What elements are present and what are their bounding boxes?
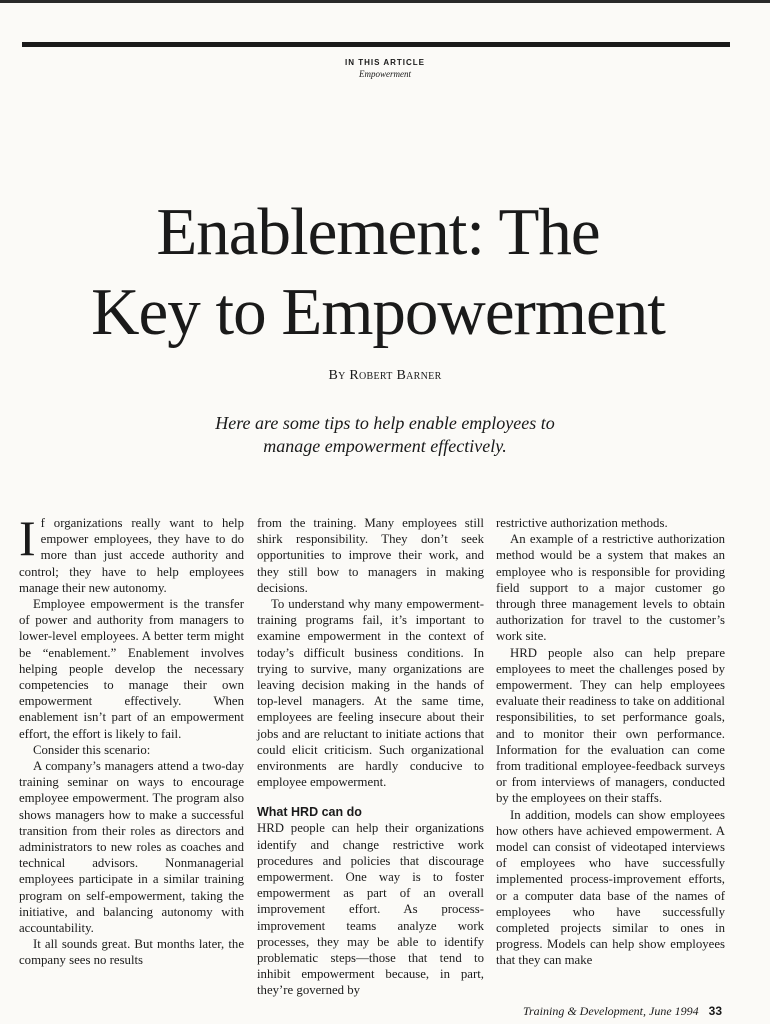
article-topic: Empowerment	[359, 69, 411, 79]
paragraph: To understand why many empowerment-training programs fail, it’s important to examine empowerment in the context of today’s difficult business conditions. In trying to survive, many organizations are leaving decision making in the hands of top-level managers. At the same time, employees are feeling insecure about their jobs and are reluctant to initiate actions that could elicit criticism. Such organizational environments are hardly conducive to employee empowerment.	[257, 597, 484, 790]
paragraph: A company’s managers attend a two-day training seminar on ways to encourage employee empowerment. The program also shows managers how to make a successful transition from their roles as directors and administrators to new roles as coaches and technical advisors. Nonmanagerial employees participate in a similar training program on self-empowerment, taking the initiative, and balancing autonomy with accountability.	[19, 759, 244, 936]
title-line-1: Enablement: The	[156, 195, 600, 269]
subheading: What HRD can do	[257, 805, 362, 820]
publication-credit: Training & Development, June 1994	[523, 1004, 699, 1018]
section-label: IN THIS ARTICLE	[344, 58, 426, 67]
drop-cap: I	[19, 510, 36, 566]
column-2	[257, 515, 484, 999]
paragraph-text: f organizations really want to help empower employees, they have to do more than just accede authority and control; they have to help employees manage their new autonomy.	[19, 516, 244, 595]
paragraph	[19, 510, 244, 596]
paragraph: from the training. Many employees still shirk responsibility. They don’t seek opportunities to improve their work, and they still bow to managers in making decisions.	[257, 516, 484, 595]
deck-line-2: manage empowerment effectively.	[263, 436, 507, 456]
title-line-2: Key to Empowerment	[91, 275, 665, 349]
page-footer	[523, 1004, 722, 1019]
paragraph: Employee empowerment is the transfer of power and authority from managers to lower-level employees. A better term might be “enablement.” Enablement involves helping people develop the necessary competencies to manage their own empowerment effectively. When enablement isn’t part of an empowerment effort, the effort is likely to fail.	[19, 597, 244, 741]
header-rule	[22, 42, 730, 47]
paragraph: An example of a restrictive authorization method would be a system that makes an employee who is responsible for providing field support to a major customer go through three management levels to obtain authorization for travel to the customer’s work site.	[496, 532, 725, 644]
column-3	[496, 515, 725, 969]
paragraph: restrictive authorization methods.	[496, 516, 668, 530]
in-this-article	[0, 58, 770, 80]
page-number: 33	[708, 1004, 722, 1018]
page-top-edge	[0, 0, 770, 3]
paragraph: Consider this scenario:	[33, 742, 151, 757]
byline: By Robert Barner	[328, 368, 442, 383]
paragraph: In addition, models can show employees how others have achieved empowerment. A model can consist of videotaped interviews of employees who have successfully implemented process-improvement efforts, or a computer data base of the names of employees who have successfully completed projects similar to ones in progress. Models can help show employees that they can make	[496, 807, 725, 968]
deck-line-1: Here are some tips to help enable employees to	[215, 413, 555, 433]
article-deck	[150, 412, 620, 458]
paragraph: HRD people can help their organizations identify and change restrictive work procedures and policies that discourage empowerment. One way is to foster empowerment as part of an overall improvement effort. As process-improvement teams analyze work processes, they may be able to identify problematic steps—those that tend to inhibit empowerment because, in part, they’re governed by	[257, 821, 484, 998]
article-title	[20, 192, 736, 352]
paragraph: HRD people also can help prepare employees to meet the challenges posed by empowerment. They can help employees evaluate their readiness to take on additional responsibilities, to set performance goals, and to monitor their own performance. Information for the evaluation can come from traditional employee-feedback surveys or from interviews of managers, conducted by the employees on their staffs.	[496, 645, 725, 806]
column-1	[19, 510, 244, 969]
paragraph: It all sounds great. But months later, the company sees no results	[19, 937, 244, 968]
